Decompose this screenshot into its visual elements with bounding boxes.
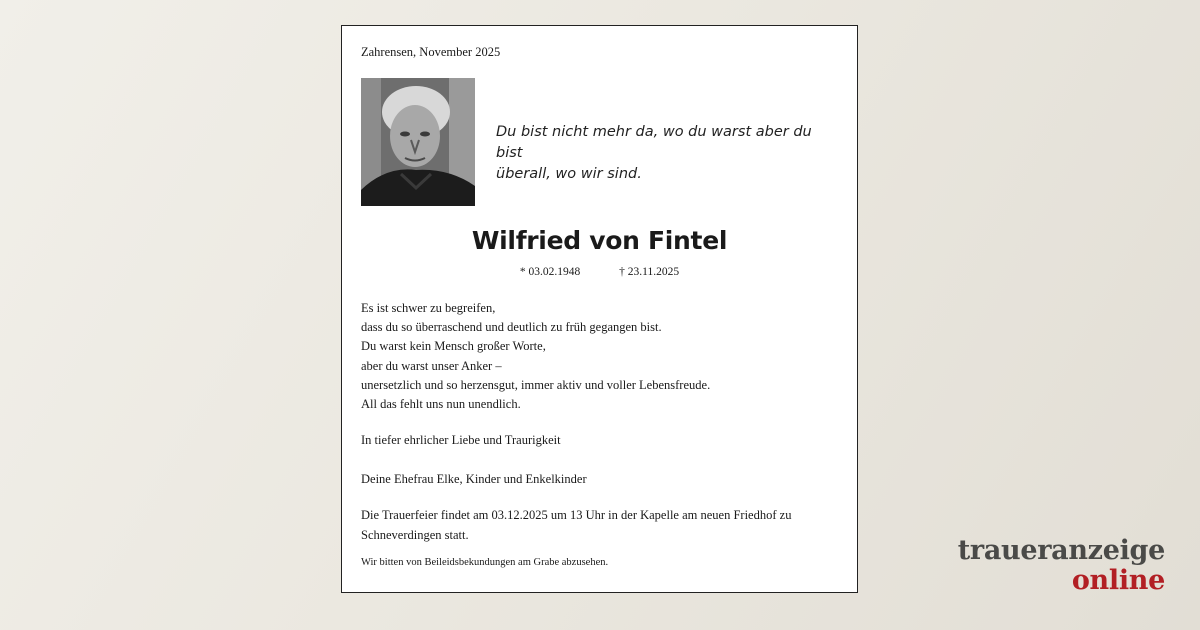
deceased-name: Wilfried von Fintel [471, 226, 728, 255]
quote-line: Du bist nicht mehr da, wo du warst aber du bist [496, 124, 812, 161]
poem-line: Es ist schwer zu begreifen, [361, 301, 496, 315]
place-date: Zahrensen, November 2025 [361, 45, 501, 59]
site-logo[interactable] [958, 536, 1165, 596]
obituary-card [341, 25, 858, 593]
life-dates [342, 266, 857, 278]
love-line: In tiefer ehrlicher Liebe und Traurigkeit [361, 433, 561, 447]
portrait-photo [361, 78, 475, 206]
death-date: † 23.11.2025 [619, 266, 680, 278]
family-line: Deine Ehefrau Elke, Kinder und Enkelkinder [361, 472, 587, 486]
funeral-info [361, 505, 841, 545]
quote-line: überall, wo wir sind. [496, 166, 642, 182]
memorial-quote [496, 122, 836, 185]
funeral-line: Die Trauerfeier findet am 03.12.2025 um 13 Uhr in der Kapelle am neuen Friedhof zu [361, 508, 792, 522]
poem-text [361, 299, 710, 414]
poem-line: aber du warst unser Anker – [361, 358, 502, 373]
poem-line: All das fehlt uns nun unendlich. [361, 397, 521, 412]
poem-line: dass du so überraschend und deutlich zu früh gegangen bist. [361, 320, 662, 335]
birth-date: * 03.02.1948 [519, 266, 581, 278]
logo-text-primary: traueranzeige [957, 535, 1165, 566]
condolence-request: Wir bitten von Beileidsbekundungen am Grabe abzusehen. [361, 557, 609, 568]
poem-line: Du warst kein Mensch großer Worte, [361, 339, 546, 354]
funeral-line: Schneverdingen statt. [361, 528, 469, 542]
logo-text-accent: online [1071, 565, 1165, 596]
portrait-illustration [361, 78, 475, 206]
poem-line: unersetzlich und so herzensgut, immer aktiv und voller Lebensfreude. [361, 377, 711, 392]
